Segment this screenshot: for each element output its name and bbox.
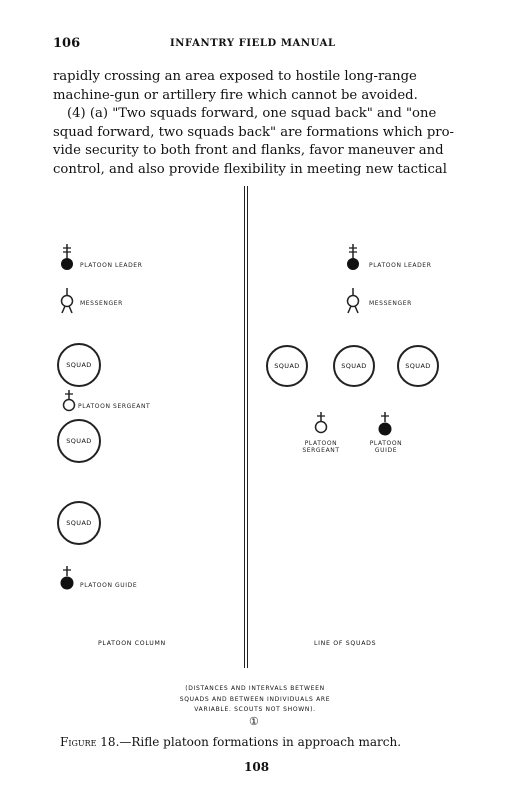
squad-circle: SQUAD xyxy=(57,343,101,387)
platoon-sergeant-label: PLATOON SERGEANT xyxy=(302,440,340,454)
messenger-label: MESSENGER xyxy=(369,300,412,307)
platoon-sergeant-label: PLATOON SERGEANT xyxy=(78,403,151,410)
squad-circle: SQUAD xyxy=(333,345,375,387)
squad-circle: SQUAD xyxy=(397,345,439,387)
platoon-guide-label: PLATOON GUIDE xyxy=(80,582,138,589)
platoon-leader-label: PLATOON LEADER xyxy=(369,262,432,269)
squad-circle: SQUAD xyxy=(57,419,101,463)
squad-circle: SQUAD xyxy=(266,345,308,387)
running-title: INFANTRY FIELD MANUAL xyxy=(170,38,336,49)
text-line: machine-gun or artillery fire which cannot be avoided. xyxy=(53,87,418,103)
squad-circle: SQUAD xyxy=(57,501,101,545)
figure-number: ① xyxy=(249,715,259,728)
platoon-guide-label: PLATOON GUIDE xyxy=(369,440,403,454)
footer-page-number: 108 xyxy=(244,760,270,774)
platoon-sergeant-icon xyxy=(314,412,328,434)
body-text xyxy=(53,68,471,179)
platoon-sergeant-icon xyxy=(62,390,76,412)
text-line: rapidly crossing an area exposed to hostile long-range xyxy=(53,69,417,84)
figure-note: (DISTANCES AND INTERVALS BETWEEN SQUADS AND BETWEEN INDIVIDUALS ARE VARIABLE. SCOUTS NOT SHOWN). xyxy=(179,685,331,713)
platoon-guide-icon xyxy=(378,412,392,438)
messenger-label: MESSENGER xyxy=(80,300,123,307)
line-of-squads-caption: LINE OF SQUADS xyxy=(314,640,377,647)
platoon-leader-icon xyxy=(60,244,74,272)
platoon-leader-icon xyxy=(346,244,360,272)
center-divider xyxy=(244,186,248,668)
text-line: control, and also provide flexibility in meeting new tactical xyxy=(53,161,447,177)
messenger-icon xyxy=(346,288,360,314)
text-line: squad forward, two squads back" are formations which pro- xyxy=(53,124,455,140)
messenger-icon xyxy=(60,288,74,314)
platoon-guide-icon xyxy=(60,566,74,592)
platoon-leader-label: PLATOON LEADER xyxy=(80,262,143,269)
page-number: 106 xyxy=(53,36,81,51)
platoon-column-caption: PLATOON COLUMN xyxy=(98,640,166,647)
figure-caption: Figure 18.—Rifle platoon formations in approach march. xyxy=(60,735,402,749)
text-line: vide security to both front and flanks, favor maneuver and xyxy=(53,143,444,158)
text-line: (4) (a) "Two squads forward, one squad back" and "one xyxy=(67,106,437,121)
